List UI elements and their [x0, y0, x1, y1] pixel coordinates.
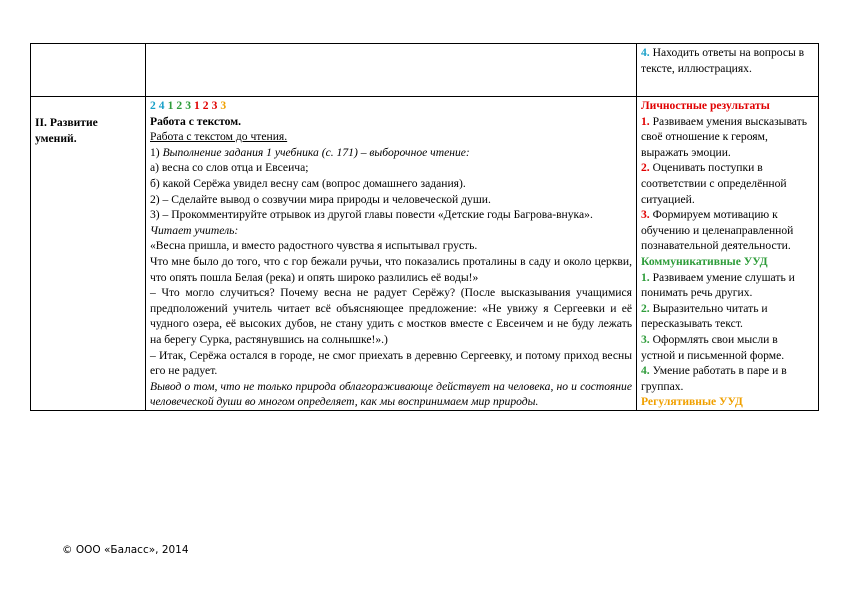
- task-1-a: а) весна со слов отца и Евсеича;: [150, 161, 309, 175]
- final-conclusion: Вывод о том, что не только природа облагораживающе действует на человека, но и состояние человеческой души во многом определяет, как мы воспринимаем мир природы.: [150, 379, 632, 409]
- task-3: 3) – Прокомментируйте отрывок из другой главы повести «Детские годы Багрова-внука».: [150, 208, 593, 222]
- color-number: 2: [150, 99, 156, 112]
- item-text: Формируем мотивацию к обучению и целенаправленной познавательной деятельности.: [641, 208, 794, 253]
- color-number: 2: [176, 99, 183, 112]
- item-text: Выразительно читать и пересказывать текст.: [641, 301, 768, 331]
- section-subtitle: Работа с текстом до чтения.: [150, 130, 288, 144]
- personal-list: [641, 114, 814, 254]
- item-number: 2.: [641, 161, 650, 175]
- lesson-table: [30, 43, 819, 411]
- task-2: 2) – Сделайте вывод о созвучии мира природы и человеческой души.: [150, 192, 491, 206]
- results-cell: [637, 97, 819, 411]
- item-text: Умение работать в паре и в группах.: [641, 364, 787, 393]
- color-numbers: [150, 98, 632, 114]
- list-item: [641, 160, 814, 207]
- item-text: Развиваем умения высказывать своё отношение к героям, выражать эмоции.: [641, 114, 807, 159]
- regulatory-heading: Регулятивные УУД: [641, 395, 743, 409]
- color-number: 1: [167, 99, 174, 112]
- quote-line-1: «Весна пришла, и вместо радостного чувства я испытывал грусть.: [150, 239, 478, 253]
- table-row: [31, 97, 819, 411]
- item-text: Оформлять свои мысли в устной и письменной форме.: [641, 332, 785, 362]
- item-number: 1.: [641, 270, 650, 284]
- question-paragraph: – Что могло случиться? Почему весна не радует Серёжу? (После высказывания учащимися предположений учитель читает всё объясняющее предложение: «Не увижу я Сергеевки и её чудного озера, её высоких дубов, не стану удить с мостков вместе с Евсеичем и не буду лежать на берегу Сурка, растянувшись на солнышке!».): [150, 286, 632, 346]
- item-number: 4.: [641, 364, 650, 378]
- stage-cell-empty: [31, 44, 146, 97]
- communicative-heading: Коммуникативные УУД: [641, 254, 768, 268]
- personal-results-heading: Личностные результаты: [641, 99, 770, 112]
- color-number: 3: [211, 99, 218, 112]
- task-1: [150, 145, 632, 161]
- item-text: Оценивать поступки в соответствии с определённой ситуацией.: [641, 161, 787, 206]
- color-number: 3: [185, 99, 191, 112]
- color-number: 3: [220, 99, 227, 112]
- item-number: 4.: [641, 46, 650, 59]
- content-cell-empty: [146, 44, 637, 97]
- communicative-list: [641, 270, 814, 395]
- copyright-footer: © ООО «Баласс», 2014: [62, 544, 189, 556]
- color-number: 4: [158, 99, 165, 112]
- list-item: [641, 332, 814, 363]
- task-1-num: 1): [150, 145, 160, 159]
- item-number: 2.: [641, 301, 650, 315]
- color-number: 2: [202, 99, 209, 112]
- item-number: 3.: [641, 332, 650, 346]
- item-text: Развиваем умение слушать и понимать речь других.: [641, 270, 795, 300]
- conclusion-paragraph: – Итак, Серёжа остался в городе, не смог приехать в деревню Сергеевку, и потому приход весны его не радует.: [150, 348, 632, 378]
- list-item: [641, 301, 814, 332]
- item-number: 1.: [641, 114, 650, 128]
- list-item: [641, 114, 814, 161]
- list-item: [641, 363, 814, 394]
- list-item: [641, 207, 814, 254]
- list-item: [641, 270, 814, 301]
- stage-title: II. Развитие умений.: [35, 116, 98, 145]
- content-cell: [146, 97, 637, 411]
- task-1-b: б) какой Серёжа увидел весну сам (вопрос домашнего задания).: [150, 176, 466, 190]
- section-title: Работа с текстом.: [150, 114, 242, 128]
- task-1-text: Выполнение задания 1 учебника (с. 171) – выборочное чтение:: [162, 145, 470, 159]
- color-number: 1: [193, 99, 200, 112]
- item-number: 3.: [641, 208, 650, 222]
- quote-line-2: Что мне было до того, что с гор бежали ручьи, что показались проталины в саду и около церкви, что опять пошла Белая (река) и опять широко разлились её воды!»: [150, 254, 632, 284]
- table-row: [31, 44, 819, 97]
- item-text: Находить ответы на вопросы в тексте, иллюстрациях.: [641, 46, 805, 75]
- stage-cell: [31, 97, 146, 411]
- teacher-reads: Читает учитель:: [150, 223, 239, 237]
- results-cell: [637, 44, 819, 97]
